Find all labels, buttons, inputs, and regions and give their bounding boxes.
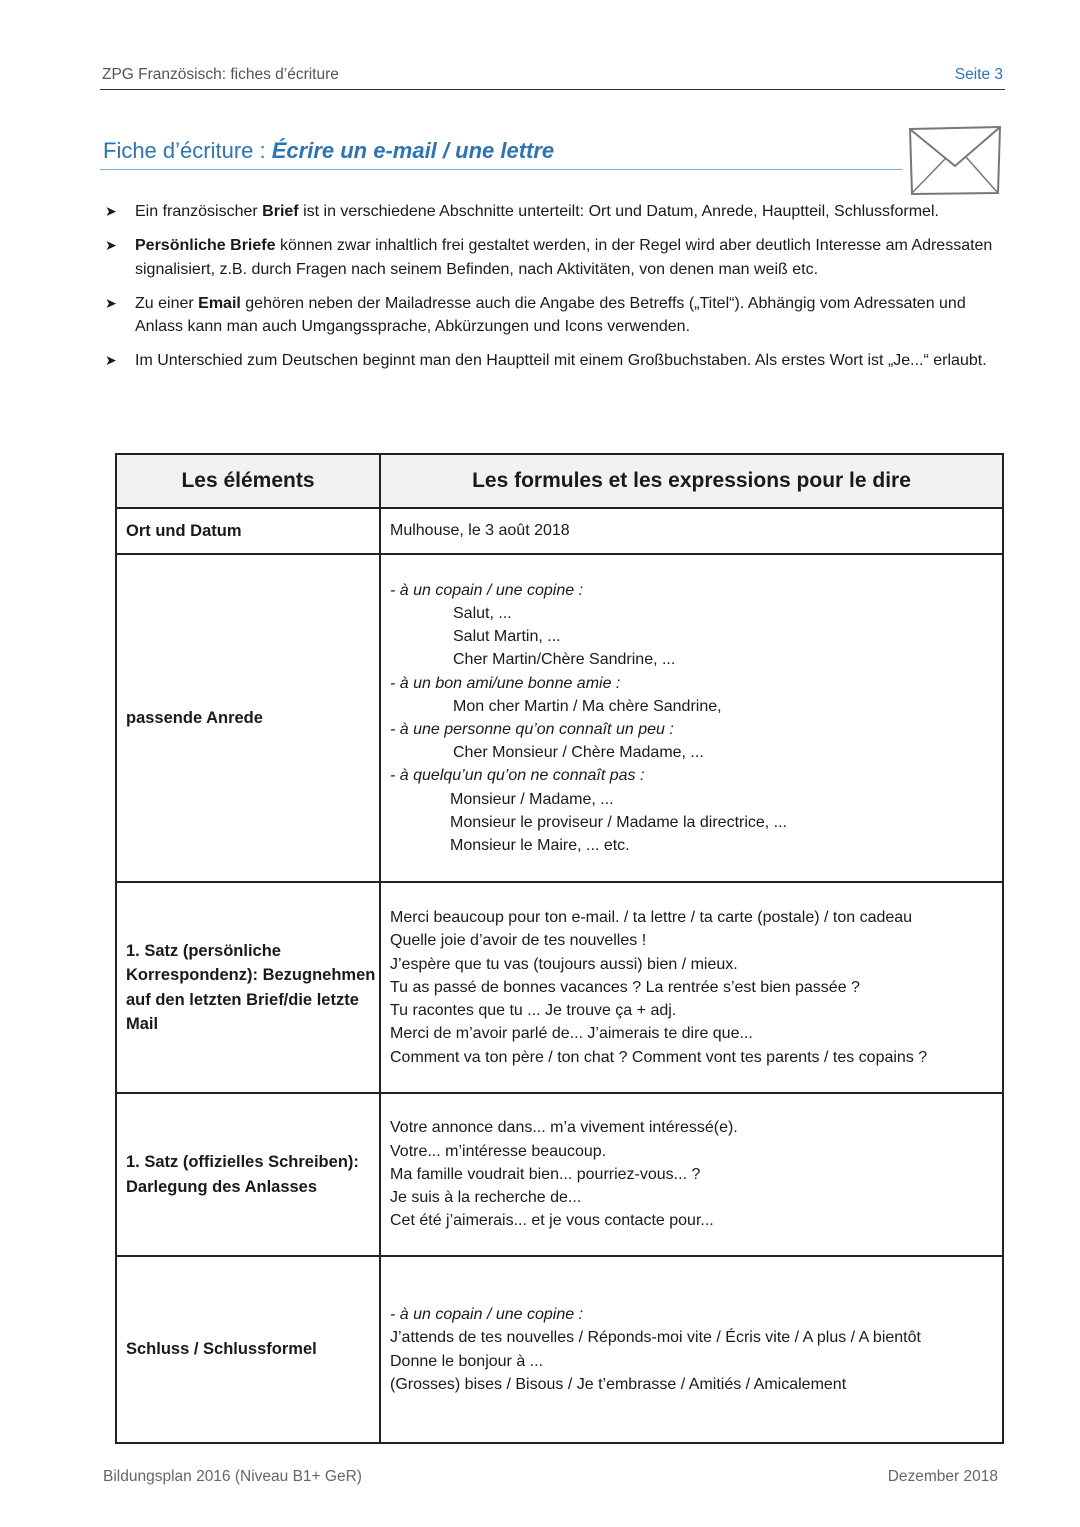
bullet-item: ➤ Ein französischer Brief ist in verschiedene Abschnitte unterteilt: Ort und Datum, Anrede, Hauptteil, Schlussformel.	[100, 200, 1000, 224]
footer-date: Dezember 2018	[887, 1468, 998, 1485]
row-value: Votre annonce dans... m’a vivement intéressé(e). Votre... m’intéresse beaucoup. Ma famille voudrait bien... pourriez-vous... ? Je suis à la recherche de... Cet été j’aimerais... et je vous contacte pour...	[380, 1093, 1003, 1256]
row-value: Merci beaucoup pour ton e-mail. / ta lettre / ta carte (postale) / ton cadeau Quelle joie d’avoir de tes nouvelles ! J’espère que tu vas (toujours aussi) bien / mieux. Tu as passé de bonnes vacances ? La rentrée s’est bien passée ? Tu racontes que tu ... Je trouve ça + adj. Merci de m’avoir parlé de... J’aimerais te dire que... Comment va ton père / ton chat ? Comment vont tes parents / tes copains ?	[380, 882, 1003, 1093]
arrow-bullet-icon: ➤	[105, 203, 117, 219]
bullet-list	[100, 200, 1000, 383]
table-header-row	[116, 454, 1003, 508]
row-label: 1. Satz (persönliche Korrespondenz): Bezugnehmen auf den letzten Brief/die letzte Mail	[116, 882, 380, 1093]
page-title	[100, 136, 902, 170]
table-row	[116, 554, 1003, 882]
bullet-item: ➤ Persönliche Briefe können zwar inhaltlich frei gestaltet werden, in der Regel wird aber deutlich Interesse am Adressaten signalisiert, z.B. durch Fragen nach seinem Befinden, nach Aktivitäten, von denen man weiß etc.	[100, 234, 1000, 281]
arrow-bullet-icon: ➤	[105, 352, 117, 368]
table-row	[116, 1256, 1003, 1443]
arrow-bullet-icon: ➤	[105, 294, 117, 311]
header-title: ZPG Französisch: fiches d’écriture	[102, 66, 339, 83]
table-row	[116, 508, 1003, 554]
bullet-item: ➤ Zu einer Email gehören neben der Mailadresse auch die Angabe des Betreffs („Titel“). Abhängig vom Adressaten und Anlass kann man auch Umgangssprache, Abkürzungen und Icons verwenden.	[100, 292, 1000, 339]
row-value: - à un copain / une copine : J’attends de tes nouvelles / Réponds-moi vite / Écris vite / A plus / A bientôt Donne le bonjour à ... (Grosses) bises / Bisous / Je t’embrasse / Amitiés / Amicalement	[380, 1256, 1003, 1443]
row-label: passende Anrede	[116, 554, 380, 882]
page-number: Seite 3	[954, 66, 1003, 83]
row-value: - à un copain / une copine : Salut, ... Salut Martin, ... Cher Martin/Chère Sandrine, ... - à un bon ami/une bonne amie : Mon cher Martin / Ma chère Sandrine, - à une personne qu’on connaît un peu : Cher Monsieur / Chère Madame, ... - à quelqu’un qu’on ne connaît pas : Monsieur / Madame, ... Monsieur le proviseur / Madame la directrice, ... Monsieur le Maire, ... etc.	[380, 554, 1003, 882]
column-header: Les éléments	[116, 454, 380, 508]
formulas-table	[115, 453, 1004, 1444]
row-value: Mulhouse, le 3 août 2018	[380, 508, 1003, 554]
row-label: Ort und Datum	[116, 508, 380, 554]
title-emphasis: Écrire un e-mail / une lettre	[271, 138, 555, 163]
column-header: Les formules et les expressions pour le dire	[380, 454, 1003, 508]
table-row	[116, 882, 1003, 1093]
row-label: 1. Satz (offizielles Schreiben): Darlegung des Anlasses	[116, 1093, 380, 1256]
page-header	[100, 66, 1005, 90]
bullet-item: ➤ Im Unterschied zum Deutschen beginnt man den Hauptteil mit einem Großbuchstaben. Als erstes Wort ist „Je...“ erlaubt.	[100, 349, 1000, 373]
envelope-icon	[907, 126, 1003, 201]
arrow-bullet-icon: ➤	[105, 237, 117, 253]
row-label: Schluss / Schlussformel	[116, 1256, 380, 1443]
table-row	[116, 1093, 1003, 1256]
footer-curriculum: Bildungsplan 2016 (Niveau B1+ GeR)	[103, 1468, 362, 1485]
title-prefix: Fiche d’écriture :	[103, 138, 272, 163]
